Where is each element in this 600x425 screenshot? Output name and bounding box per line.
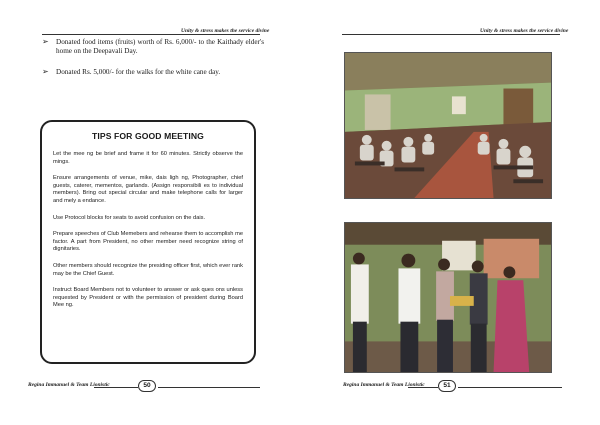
header-rule <box>342 34 560 35</box>
footer-rule <box>158 387 260 388</box>
header-motto: Unity & stress makes the service divine <box>480 28 569 34</box>
footer-rule <box>94 387 138 388</box>
tip-item: Prepare speeches of Club Memebers and rehearse them to accomplish me factor. A part from President, no other member need recognize string of dignitaries. <box>53 231 243 253</box>
right-page <box>300 0 600 425</box>
header-motto: Unity & stress makes the service divine <box>181 28 270 34</box>
tip-item: Instruct Board Members not to volunteer to answer or ask ques ons unless requested by President or with the permission of president during Board Mee ng. <box>53 287 243 309</box>
activity-item <box>42 68 264 77</box>
page-number: 50 <box>138 380 156 392</box>
tips-title: TIPS FOR GOOD MEETING <box>92 131 204 141</box>
meeting-hall-photo-icon <box>345 53 551 198</box>
tips-box <box>40 120 256 364</box>
activity-text: Donated Rs. 5,000/- for the walks for the white cane day. <box>56 68 221 76</box>
activity-list <box>42 38 264 89</box>
arrow-bullet-icon: ➢ <box>42 67 49 76</box>
arrow-bullet-icon: ➢ <box>42 37 49 46</box>
tip-item: Other members should recognize the presiding officer first, which ever rank may be the Chief Guest. <box>53 262 243 277</box>
header-rule <box>42 34 260 35</box>
meeting-hall-photo <box>344 52 552 199</box>
footer-rule <box>408 387 438 388</box>
presentation-photo <box>344 222 552 373</box>
tip-item: Use Protocol blocks for seats to avoid confusion on the dais. <box>53 214 206 221</box>
page-number: 51 <box>438 380 456 392</box>
footer-author: Regina Immanuel & Team Lionistic <box>28 382 110 388</box>
footer-rule <box>458 387 562 388</box>
presentation-photo-icon <box>345 223 551 372</box>
tip-item: Let the mee ng be brief and frame it for 60 minutes. Strictly observe the mings. <box>53 151 243 165</box>
activity-item <box>42 38 264 56</box>
footer-author: Regina Immanuel & Team Lionistic <box>343 382 425 388</box>
tip-item: Ensure arrangements of venue, mike, dais ligh ng, Photographer, chief guests, caterer, mementos, garlands. (Assign responsibili es to individual members). Bring out special circular and make telephone calls for larger and mely a endance. <box>53 175 243 204</box>
activity-text: Donated food items (fruits) worth of Rs. 6,000/- to the Kaithady elder's home on the Deepavali Day. <box>56 38 264 55</box>
